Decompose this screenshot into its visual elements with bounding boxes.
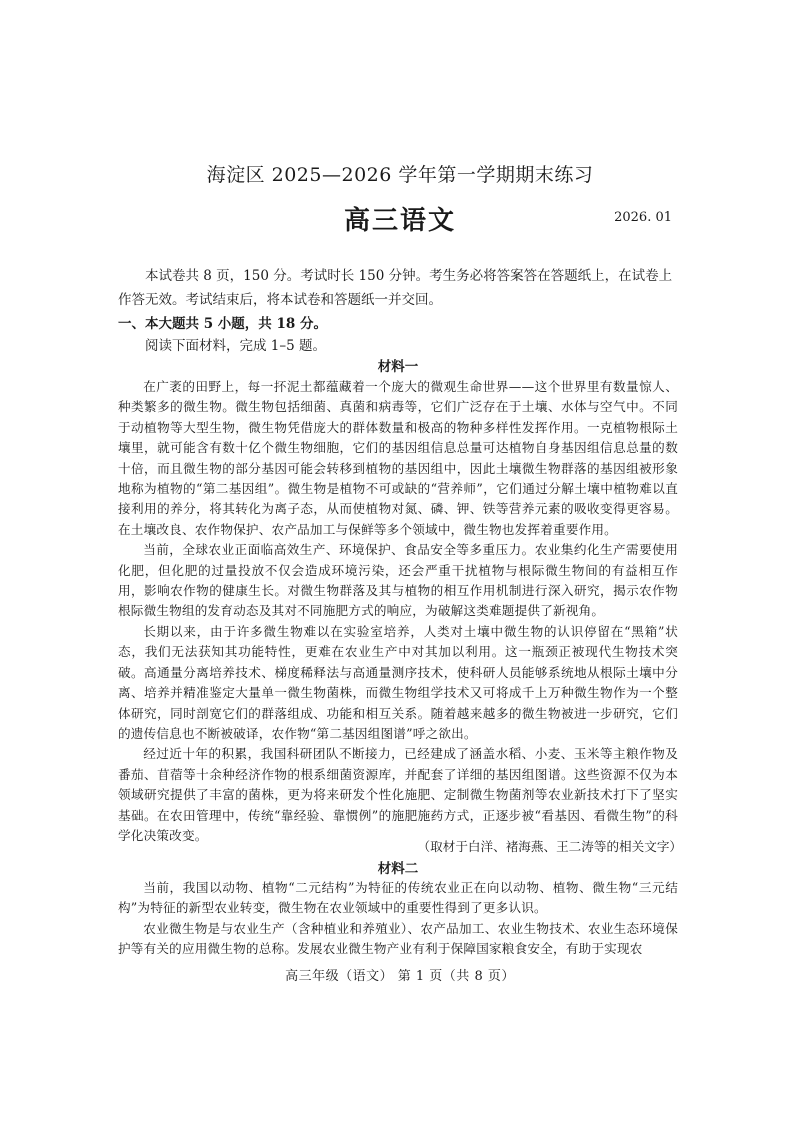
material-one-paragraph: 当前，全球农业正面临高效生产、环境保护、食品安全等多重压力。农业集约化生产需要使用化肥，但化肥的过量投放不仅会造成环境污染，还会严重干扰植物与根际微生物间的有益相互作用，影响农作物的健康生长。对微生物群落及其与植物的相互作用机制进行深入研究，揭示农作物根际微生物组的发育动态及其对不同施肥方式的响应，为破解这类难题提供了新视角。 — [118, 542, 678, 619]
material-two-body — [118, 878, 678, 960]
subject-title: 高三语文 — [343, 206, 456, 236]
material-two-title: 材料二 — [377, 861, 419, 877]
material-one-paragraph: 长期以来，由于许多微生物难以在实验室培养，人类对土壤中微生物的认识停留在“黑箱”状态，我们无法获知其功能特性，更难在农业生产中对其加以利用。这一瓶颈正被现代生物技术突破。高通量分离培养技术、梯度稀释法与高通量测序技术，使科研人员能够系统地从根际土壤中分离、培养并精准鉴定大量单一微生物菌株，而微生物组学技术又可将成千上万种微生物作为一个整体研究，同时剖宽它们的群落组成、功能和相互关系。随着越来越多的微生物被进一步研究，它们的遗传信息也不断被破译，农作物“第二基因组图谱”呼之欲出。 — [118, 623, 678, 741]
exam-title: 海淀区 2025—2026 学年第一学期期末练习 — [206, 164, 594, 186]
material-one-body — [118, 377, 678, 846]
exam-notice: 本试卷共 8 页，150 分。考试时长 150 分钟。考生务必将答案答在答题纸上，在试卷上作答无效。考试结束后，将本试卷和答题纸一并交回。 — [118, 268, 673, 308]
material-one-paragraph: 在广袤的田野上，每一抔泥土都蕴藏着一个庞大的微观生命世界——这个世界里有数量惊人、种类繁多的微生物。微生物包括细菌、真菌和病毒等，它们广泛存在于土壤、水体与空气中。不同于动植物等大型生物，微生物凭借庞大的群体数量和极高的物种多样性发挥作用。一克植物根际土壤里，就可能含有数十亿个微生物细胞，它们的基因组信息总量可达植物自身基因组信息总量的数十倍，而且微生物的部分基因可能会转移到植物的基因组中，因此土壤微生物群落的基因组被形象地称为植物的“第二基因组”。微生物是植物不可或缺的“营养师”，它们通过分解土壤中植物难以直接利用的养分，将其转化为离子态，从而使植物对氮、磷、钾、铁等营养元素的吸收变得更容易。在土壤改良、农作物保护、农产品加工与保鲜等多个领域中，微生物也发挥着重要作用。 — [118, 379, 678, 537]
section-instruction: 阅读下面材料，完成 1–5 题。 — [145, 338, 327, 354]
material-one-paragraph: 经过近十年的积累，我国科研团队不断接力，已经建成了涵盖水稻、小麦、玉米等主粮作物及番茄、苜蓿等十余种经济作物的根系细菌资源库，并配套了详细的基因组图谱。这些资源不仅为本领域研究提供了丰富的菌株，更为将来研发个性化施肥、定制微生物菌剂等农业新技术打下了坚实基础。在农田管理中，传统“靠经验、靠惯例”的施肥施药方式，正逐步被“看基因、看微生物”的科学化决策改变。 — [118, 746, 678, 843]
material-one-title: 材料一 — [377, 359, 419, 375]
material-two-paragraph: 农业微生物是与农业生产（含种植业和养殖业）、农产品加工、农业生物技术、农业生态环境保护等有关的应用微生物的总称。发展农业微生物产业有利于保障国家粮食安全，有助于实现农 — [118, 920, 678, 957]
exam-date: 2026. 01 — [614, 210, 672, 225]
material-one-source: （取材于白洋、褚海燕、王二涛等的相关文字） — [417, 839, 682, 854]
material-two-paragraph: 当前，我国以动物、植物“二元结构”为特征的传统农业正在向以动物、植物、微生物“三元结构”为特征的新型农业转变，微生物在农业领域中的重要性得到了更多认识。 — [118, 880, 678, 916]
page-footer: 高三年级（语文） 第 1 页（共 8 页） — [285, 969, 515, 984]
section-heading: 一、本大题共 5 小题，共 18 分。 — [118, 316, 327, 332]
